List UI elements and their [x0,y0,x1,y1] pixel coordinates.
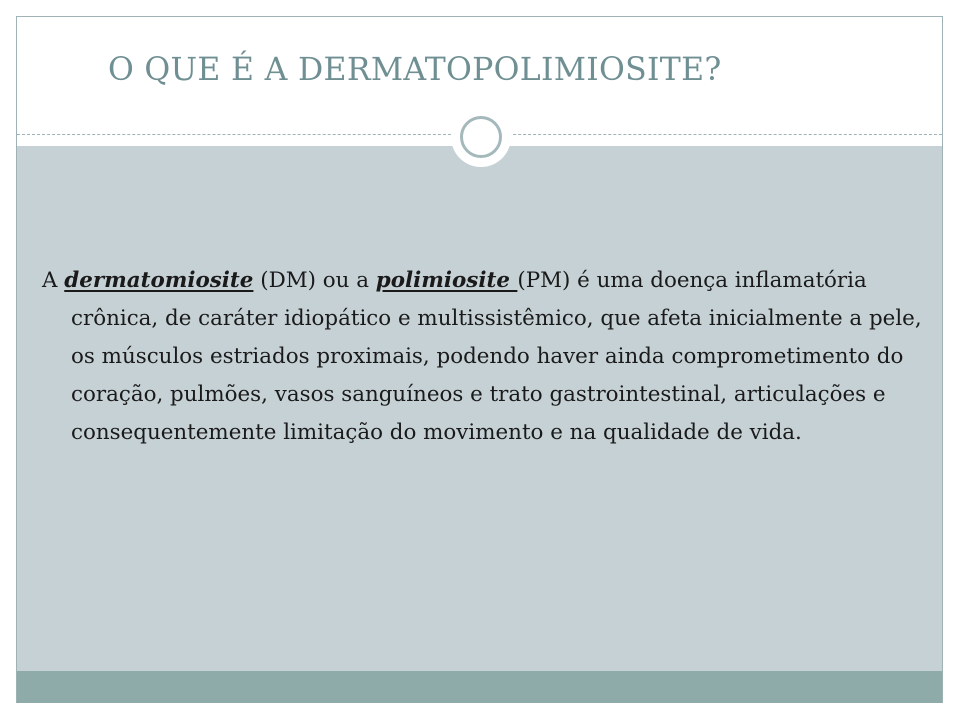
body-lead: A [42,268,65,293]
ring-icon [460,116,502,158]
body-rest: (PM) é uma doença inflamatória crônica, de caráter idiopático e multissistêmico, que afeta inicialmente a pele, os músculos estriados proximais, podendo haver ainda comprometimento do coração, pulmões, vasos sanguíneos e trato gastrointestinal, articulações e consequentemente limitação do movimento e na qualidade de vida. [71,268,922,445]
term-polimiosite: polimiosite [375,268,518,293]
footer-band [17,671,942,703]
circle-ornament-icon [451,107,511,167]
slide-title: O QUE É A DERMATOPOLIMIOSITE? [108,52,722,88]
body-paragraph [42,262,951,452]
term-dermatomiosite: dermatomiosite [64,268,254,293]
body-mid: (DM) ou a [253,268,376,293]
